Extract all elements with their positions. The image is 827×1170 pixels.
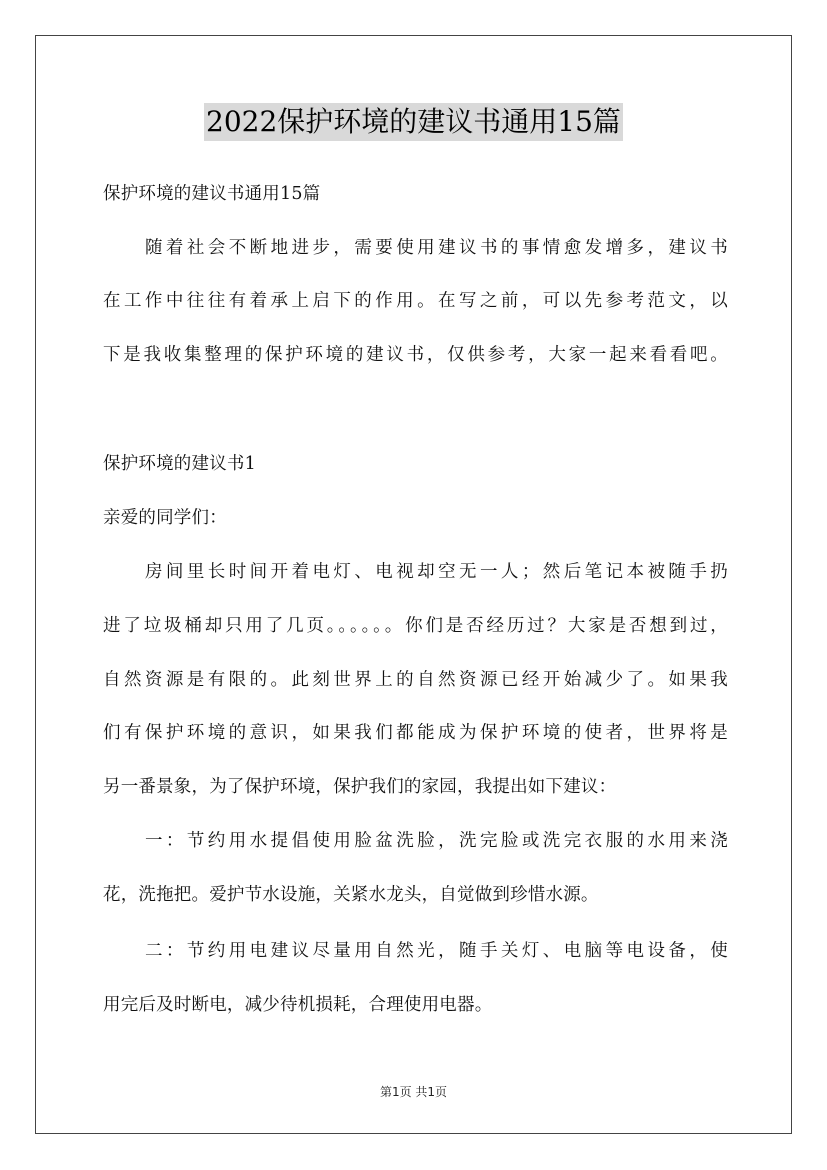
section-heading: 保护环境的建议书1 [103,454,256,474]
paragraph-line: 随着社会不断地进步，需要使用建议书的事情愈发增多，建议书 [145,238,728,258]
salutation: 亲爱的同学们： [103,508,227,528]
paragraph-line: 花，洗拖把。爱护节水设施，关紧水龙头，自觉做到珍惜水源。 [103,885,599,905]
paragraph-line: 们有保护环境的意识，如果我们都能成为保护环境的使者，世界将是 [103,723,728,743]
paragraph-line: 一：节约用水提倡使用脸盆洗脸，洗完脸或洗完衣服的水用来浇 [145,831,728,851]
document-title: 2022保护环境的建议书通用15篇 [204,103,623,141]
page-footer: 第1页 共1页 [379,1085,448,1099]
paragraph-line: 二：节约用电建议尽量用自然光，随手关灯、电脑等电设备，使 [145,941,728,961]
paragraph-line: 下是我收集整理的保护环境的建议书，仅供参考，大家一起来看看吧。 [103,345,728,365]
paragraph-line: 另一番景象，为了保护环境，保护我们的家园，我提出如下建议： [103,777,617,797]
paragraph-line: 用完后及时断电，减少待机损耗，合理使用电器。 [103,995,493,1015]
paragraph-line: 房间里长时间开着电灯、电视却空无一人；然后笔记本被随手扔 [145,562,728,582]
paragraph-line: 自然资源是有限的。此刻世界上的自然资源已经开始减少了。如果我 [103,670,728,690]
paragraph-line: 进了垃圾桶却只用了几页。。。。。。你们是否经历过？大家是否想到过， [103,616,728,636]
subtitle-line: 保护环境的建议书通用15篇 [103,184,321,204]
paragraph-line: 在工作中往往有着承上启下的作用。在写之前，可以先参考范文，以 [103,291,728,311]
title-container [0,103,827,141]
